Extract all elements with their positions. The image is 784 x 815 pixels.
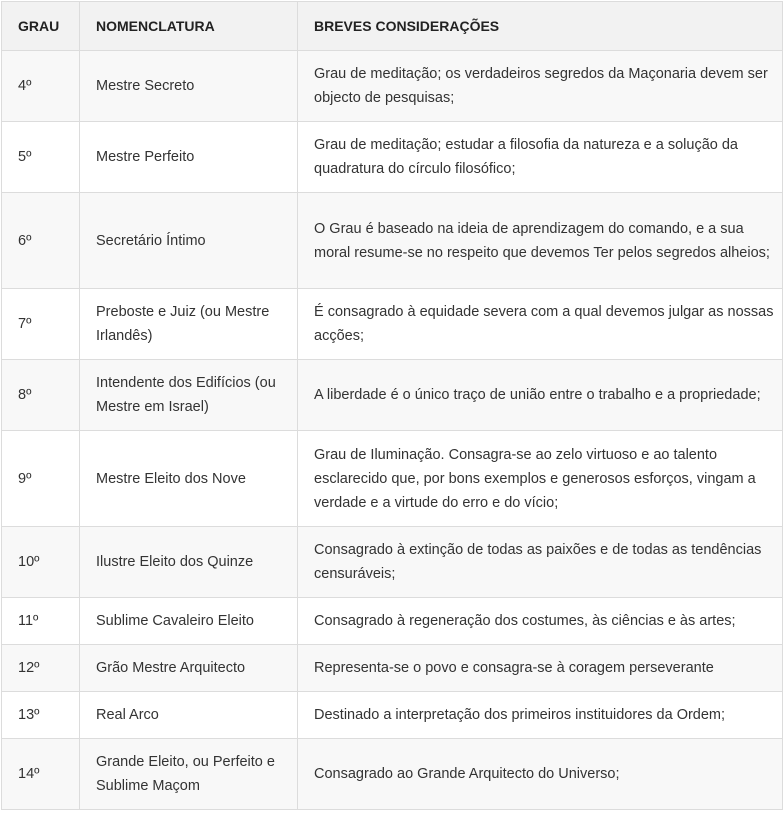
- cell-nomenclatura: Grande Eleito, ou Perfeito e Sublime Maçom: [80, 739, 298, 810]
- header-nomenclatura: NOMENCLATURA: [80, 2, 298, 51]
- cell-consideracoes: Grau de meditação; estudar a filosofia da natureza e a solução da quadratura do círculo filosófico;: [298, 122, 783, 193]
- cell-grau: 13º: [2, 692, 80, 739]
- header-grau: GRAU: [2, 2, 80, 51]
- cell-consideracoes: Grau de Iluminação. Consagra-se ao zelo virtuoso e ao talento esclarecido que, por bons exemplos e generosos esforços, vingam a verdade e a virtude do erro e do vício;: [298, 431, 783, 527]
- cell-consideracoes: O Grau é baseado na ideia de aprendizagem do comando, e a sua moral resume-se no respeito que devemos Ter pelos segredos alheios;: [298, 193, 783, 289]
- table-row: [2, 122, 783, 193]
- cell-grau: 9º: [2, 431, 80, 527]
- table-row: [2, 739, 783, 810]
- table-row: [2, 193, 783, 289]
- cell-grau: 7º: [2, 289, 80, 360]
- cell-consideracoes: Representa-se o povo e consagra-se à coragem perseverante: [298, 645, 783, 692]
- cell-grau: 6º: [2, 193, 80, 289]
- cell-nomenclatura: Mestre Eleito dos Nove: [80, 431, 298, 527]
- cell-consideracoes: É consagrado à equidade severa com a qual devemos julgar as nossas acções;: [298, 289, 783, 360]
- cell-nomenclatura: Intendente dos Edifícios (ou Mestre em Israel): [80, 360, 298, 431]
- cell-grau: 10º: [2, 527, 80, 598]
- table-body: [2, 51, 783, 810]
- cell-grau: 5º: [2, 122, 80, 193]
- table-row: [2, 527, 783, 598]
- cell-grau: 4º: [2, 51, 80, 122]
- table-row: [2, 645, 783, 692]
- cell-nomenclatura: Mestre Secreto: [80, 51, 298, 122]
- cell-grau: 8º: [2, 360, 80, 431]
- cell-consideracoes: Grau de meditação; os verdadeiros segredos da Maçonaria devem ser objecto de pesquisas;: [298, 51, 783, 122]
- header-row: [2, 2, 783, 51]
- table-row: [2, 360, 783, 431]
- cell-nomenclatura: Ilustre Eleito dos Quinze: [80, 527, 298, 598]
- cell-nomenclatura: Sublime Cavaleiro Eleito: [80, 598, 298, 645]
- table-row: [2, 692, 783, 739]
- cell-consideracoes: Consagrado ao Grande Arquitecto do Universo;: [298, 739, 783, 810]
- degrees-table: [1, 1, 783, 810]
- table-header: [2, 2, 783, 51]
- cell-nomenclatura: Preboste e Juiz (ou Mestre Irlandês): [80, 289, 298, 360]
- cell-consideracoes: Consagrado à extinção de todas as paixões e de todas as tendências censuráveis;: [298, 527, 783, 598]
- cell-consideracoes: A liberdade é o único traço de união entre o trabalho e a propriedade;: [298, 360, 783, 431]
- cell-consideracoes: Destinado a interpretação dos primeiros instituidores da Ordem;: [298, 692, 783, 739]
- table-row: [2, 598, 783, 645]
- table-row: [2, 289, 783, 360]
- table-row: [2, 431, 783, 527]
- cell-nomenclatura: Secretário Íntimo: [80, 193, 298, 289]
- cell-nomenclatura: Real Arco: [80, 692, 298, 739]
- table-row: [2, 51, 783, 122]
- cell-consideracoes: Consagrado à regeneração dos costumes, às ciências e às artes;: [298, 598, 783, 645]
- cell-nomenclatura: Grão Mestre Arquitecto: [80, 645, 298, 692]
- cell-nomenclatura: Mestre Perfeito: [80, 122, 298, 193]
- cell-grau: 12º: [2, 645, 80, 692]
- cell-grau: 14º: [2, 739, 80, 810]
- cell-grau: 11º: [2, 598, 80, 645]
- header-consideracoes: BREVES CONSIDERAÇÕES: [298, 2, 783, 51]
